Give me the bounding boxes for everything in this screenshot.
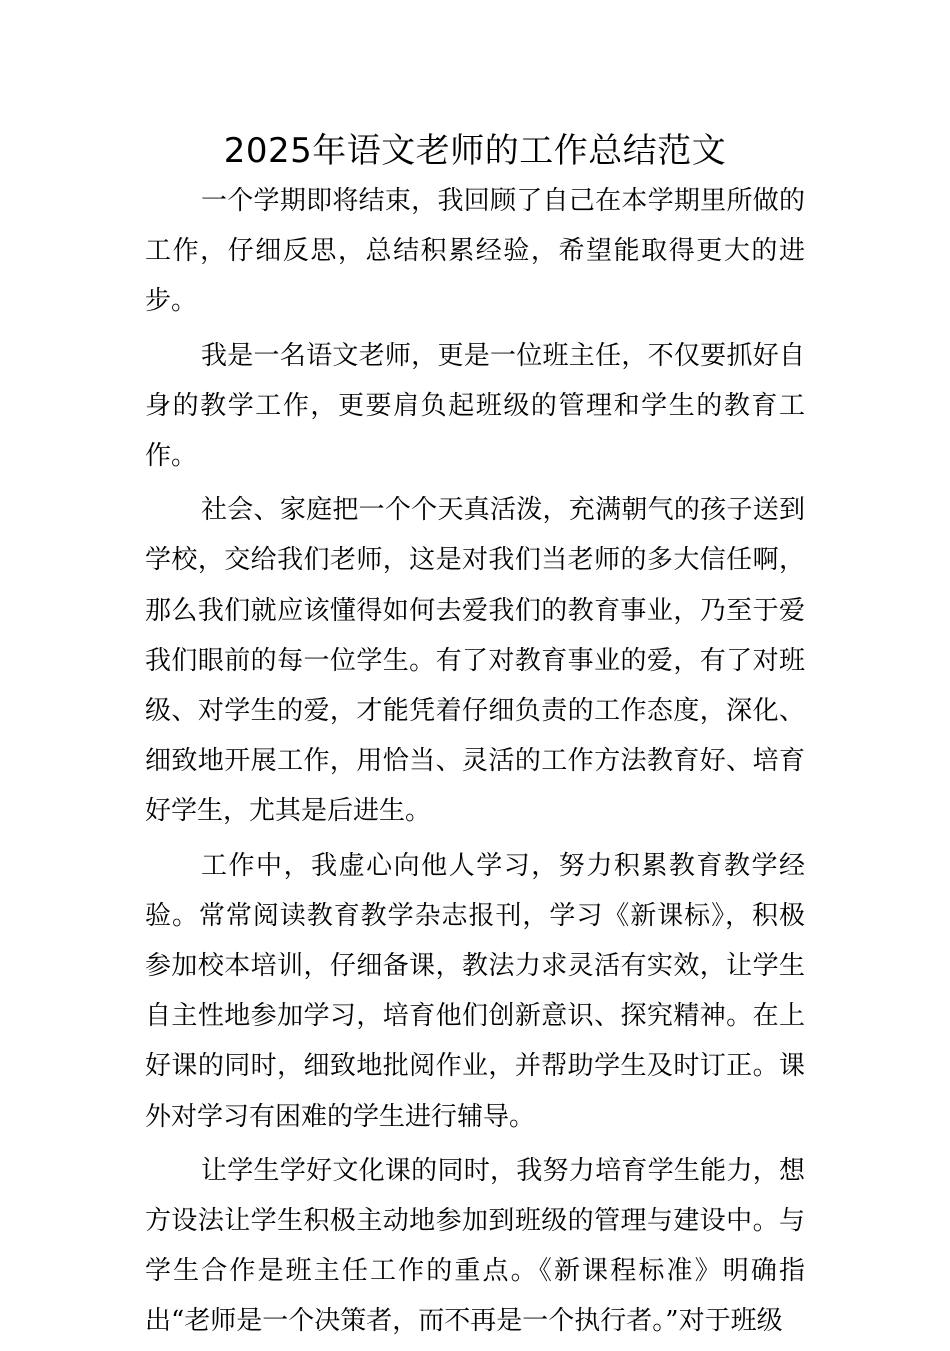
paragraph: 一个学期即将结束，我回顾了自己在本学期里所做的工作，仔细反思，总结积累经验，希望能取得更大的进步。 [145,186,805,317]
paragraph: 工作中，我虚心向他人学习，努力积累教育教学经验。常常阅读教育教学杂志报刊，学习《新课标》，积极参加校本培训，仔细备课，教法力求灵活有实效，让学生自主性地参加学习，培育他们创新意识、探究精神。在上好课的同时，细致地批阅作业，并帮助学生及时订正。课外对学习有困难的学生进行辅导。 [145,850,805,1132]
paragraph: 我是一名语文老师，更是一位班主任，不仅要抓好自身的教学工作，更要肩负起班级的管理和学生的教育工作。 [145,340,805,472]
paragraph: 让学生学好文化课的同时，我努力培育学生能力，想方设法让学生积极主动地参加到班级的管理与建设中。与学生合作是班主任工作的重点。《新课程标准》明确指出“老师是一个决策者，而不再是一个执行者。”对于班级 [145,1155,805,1337]
document-title: 2025年语文老师的工作总结范文 [223,131,727,171]
paragraph: 社会、家庭把一个个天真活泼，充满朝气的孩子送到学校，交给我们老师，这是对我们当老师的多大信任啊，那么我们就应该懂得如何去爱我们的教育事业，乃至于爱我们眼前的每一位学生。有了对教育事业的爱，有了对班级、对学生的爱，才能凭着仔细负责的工作态度，深化、细致地开展工作，用恰当、灵活的工作方法教育好、培育好学生，尤其是后进生。 [145,495,805,827]
document-body [145,176,805,1351]
